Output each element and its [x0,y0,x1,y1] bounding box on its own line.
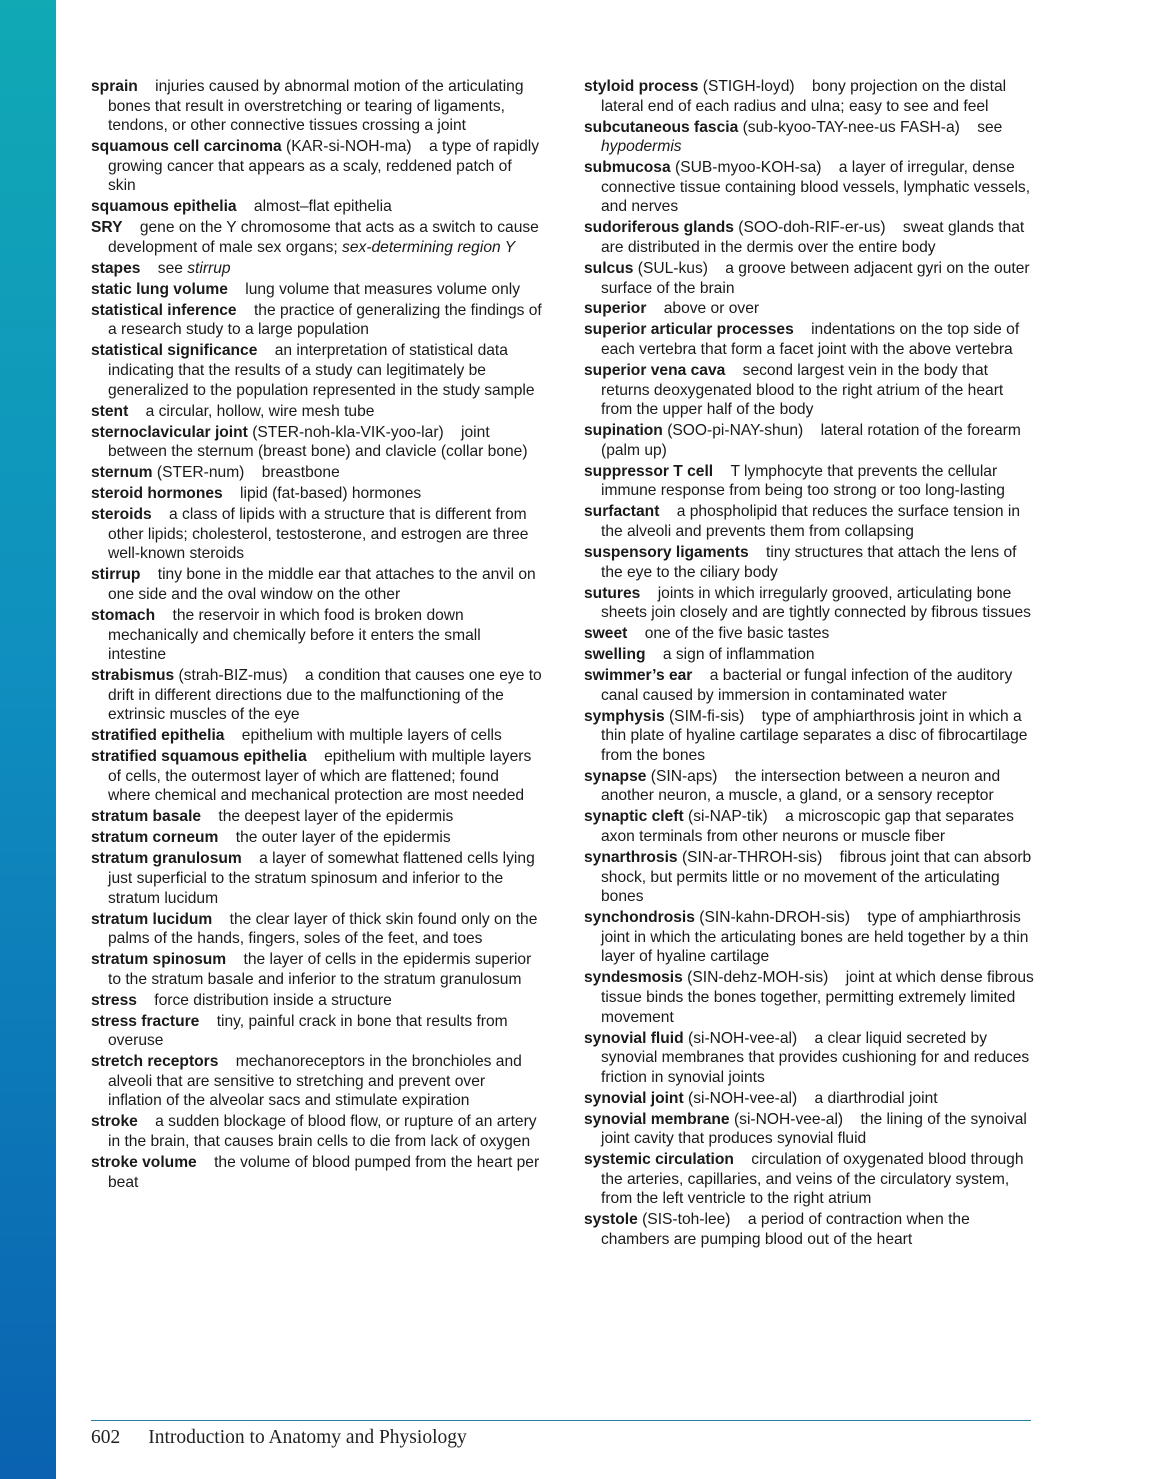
glossary-definition: bony projection on the distal lateral end of each radius and ulna; easy to see and feel [601,78,1007,115]
glossary-entry [584,361,1036,420]
glossary-definition: the outer layer of the epidermis [235,829,451,847]
glossary-term: synchondrosis [584,909,695,927]
glossary-term: stent [91,402,129,420]
glossary-definition: the practice of generalizing the findings of a research study to a large population [108,301,542,339]
glossary-term: systemic circulation [584,1151,734,1169]
glossary-term: stratum granulosum [91,850,242,868]
glossary-term: sternum [91,464,153,482]
glossary-entry [91,197,543,217]
glossary-entry [91,950,543,989]
glossary-entry [91,280,543,300]
glossary-entry [91,606,543,665]
glossary-entry [584,299,1036,319]
glossary-entry [584,118,1036,157]
glossary-definition: a circular, hollow, wire mesh tube [145,402,375,420]
glossary-definition: the lining of the synoival joint cavity that produces synovial fluid [601,1110,1027,1148]
glossary-entry [91,991,543,1011]
glossary-entry [91,505,543,564]
glossary-term: stratified squamous epithelia [91,748,307,766]
glossary-entry [91,218,543,257]
glossary-term: syndesmosis [584,969,683,987]
pronunciation: (STER-num) [156,464,245,482]
glossary-definition: a type of rapidly growing cancer that appears as a scaly, reddened patch of skin [108,138,540,195]
glossary-entry [584,666,1036,705]
glossary-definition: joints in which irregularly grooved, articulating bone sheets join closely and are tightly connected by fibrous tissues [601,584,1031,622]
glossary-term: styloid process [584,78,699,95]
glossary-entry [91,849,543,908]
glossary-definition: mechanoreceptors in the bronchioles and alveoli that are sensitive to stretching and prevent over inflation of the alveolar sacs and stimulate expiration [108,1053,522,1110]
pronunciation: (SIN-aps) [650,767,718,785]
glossary-term: statistical inference [91,301,237,319]
pronunciation: (strah-BIZ-mus) [178,667,288,685]
glossary-definition: the layer of cells in the epidermis superior to the stratum basale and inferior to the stratum granulosum [108,951,532,988]
glossary-definition: lipid (fat-based) hormones [240,485,422,503]
glossary-definition: a layer of somewhat flattened cells lying just superficial to the stratum spinosum and inferior to the stratum lucidum [108,850,535,907]
glossary-definition: a clear liquid secreted by synovial membranes that provides cushioning for and reduces friction in synovial joints [601,1029,1030,1086]
glossary-entry [91,910,543,949]
pronunciation: (STER-noh-kla-VIK-yoo-lar) [252,423,444,441]
glossary-entry [91,1012,543,1051]
pronunciation: (si-NOH-vee-al) [733,1110,844,1128]
glossary-definition: tiny, painful crack in bone that results from overuse [108,1012,508,1050]
glossary-definition: tiny bone in the middle ear that attaches to the anvil on one side and the oval window on the other [108,566,536,603]
glossary-entry [584,1089,1036,1109]
glossary-term: strabismus [91,667,175,685]
glossary-term: stratum corneum [91,829,219,847]
glossary-definition: a sign of inflammation [662,646,815,664]
glossary-definition: sweat glands that are distributed in the dermis over the entire body [601,219,1025,256]
glossary-term: squamous cell carcinoma [91,138,282,156]
glossary-entry [584,807,1036,846]
glossary-term: stratum lucidum [91,910,213,928]
glossary-entry [91,747,543,806]
glossary-entry [91,423,543,462]
glossary-term: synovial fluid [584,1029,684,1047]
glossary-term: steroid hormones [91,485,223,503]
glossary-definition: fibrous joint that can absorb shock, but permits little or no movement of the articulating bones [601,848,1032,906]
glossary-definition: force distribution inside a structure [154,991,392,1009]
glossary-entry [584,767,1036,806]
glossary-definition: a class of lipids with a structure that is different from other lipids; cholesterol, testosterone, and estrogen are three well-known steroids [108,506,529,563]
glossary-definition: a layer of irregular, dense connective tissue containing blood vessels, lymphatic vessels, and nerves [601,159,1031,216]
glossary-entry [584,421,1036,460]
glossary-term: stretch receptors [91,1053,219,1071]
pronunciation: (STIGH-loyd) [702,78,795,95]
glossary-term: SRY [91,219,123,237]
glossary-entry [584,624,1036,644]
glossary-column-right [584,77,1036,1251]
glossary-term: suppressor T cell [584,462,714,480]
glossary-term: synovial joint [584,1089,684,1107]
page-number: 602 [91,1427,121,1448]
glossary-entry [584,218,1036,257]
glossary-definition: an interpretation of statistical data indicating that the results of a study can legitimately be generalized to the population represented in the study sample [108,342,535,399]
glossary-definition: one of the five basic tastes [644,625,830,643]
pronunciation: (sub-kyoo-TAY-nee-us FASH-a) [742,118,960,136]
glossary-entry [584,1029,1036,1088]
pronunciation: (SIS-toh-lee) [642,1211,731,1229]
glossary-definition: a groove between adjacent gyri on the outer surface of the brain [601,259,1030,297]
glossary-term: synovial membrane [584,1110,730,1128]
glossary-term: superior [584,300,647,318]
glossary-column-left [91,77,543,1194]
glossary-term: swimmer’s ear [584,667,693,685]
pronunciation: (KAR-si-NOH-ma) [286,138,412,156]
glossary-entry [91,1112,543,1151]
glossary-term: stapes [91,259,141,277]
pronunciation: (SIN-ar-THROH-sis) [681,848,823,866]
pronunciation: (SIN-kahn-DROH-sis) [699,909,851,927]
page-footer [91,1427,467,1449]
glossary-definition: a condition that causes one eye to drift in different directions due to the malfunctioning of the extrinsic muscles of the eye [108,667,542,724]
glossary-entry [584,502,1036,541]
glossary-entry [91,666,543,725]
glossary-definition: almost–flat epithelia [253,198,392,216]
glossary-definition: joint between the sternum (breast bone) and clavicle (collar bone) [108,423,528,461]
glossary-term: stress fracture [91,1012,200,1030]
pronunciation: (si-NAP-tik) [688,808,768,826]
glossary-entry [584,1210,1036,1249]
glossary-entry [584,584,1036,623]
glossary-term: synapse [584,767,647,785]
glossary-entry [91,565,543,604]
glossary-definition: indentations on the top side of each vertebra that form a facet joint with the above vertebra [601,321,1020,359]
glossary-term: stirrup [91,566,141,584]
glossary-term: statistical significance [91,342,258,360]
glossary-definition: second largest vein in the body that returns deoxygenated blood to the right atrium of the heart from the upper half of the body [601,362,1004,419]
glossary-entry [91,828,543,848]
glossary-term: stratum basale [91,808,202,826]
glossary-term: sutures [584,584,641,602]
glossary-term: stroke volume [91,1154,197,1172]
glossary-entry [584,645,1036,665]
glossary-definition: injuries caused by abnormal motion of the articulating bones that result in overstretching or tearing of ligaments, tendons, or other connective tissues crossing a joint [108,78,524,135]
glossary-definition: the volume of blood pumped from the heart per beat [108,1154,540,1191]
glossary-definition: a microscopic gap that separates axon terminals from other neurons or muscle fiber [601,808,1014,845]
glossary-definition: a sudden blockage of blood flow, or rupture of an artery in the brain, that causes brain cells to die from lack of oxygen [108,1113,537,1151]
glossary-entry [584,848,1036,907]
glossary-term: stratum spinosum [91,951,227,969]
glossary-definition: epithelium with multiple layers of cells [241,727,502,745]
glossary-definition: circulation of oxygenated blood through the arteries, capillaries, and veins of the circulatory system, from the left ventricle to the right atrium [601,1151,1024,1208]
glossary-term: sprain [91,78,138,95]
glossary-entry [91,301,543,340]
glossary-entry [91,726,543,746]
glossary-definition: type of amphiarthrosis joint in which the articulating bones are held together by a thin layer of hyaline cartilage [601,909,1029,966]
glossary-definition: see hypodermis [601,118,1003,156]
glossary-definition: the intersection between a neuron and another neuron, a muscle, a gland, or a sensory receptor [601,767,1001,805]
glossary-entry [91,259,543,279]
glossary-entry [91,1052,543,1111]
glossary-definition: tiny structures that attach the lens of the eye to the ciliary body [601,543,1017,581]
glossary-term: stress [91,991,137,1009]
pronunciation: (SOO-pi-NAY-shun) [667,422,804,440]
pronunciation: (SOO-doh-RIF-er-us) [738,219,886,237]
glossary-term: subcutaneous fascia [584,118,739,136]
pronunciation: (SIM-fi-sis) [668,707,745,725]
glossary-definition: the reservoir in which food is broken down mechanically and chemically before it enters the small intestine [108,606,481,664]
glossary-term: superior vena cava [584,362,726,380]
glossary-entry [584,908,1036,967]
glossary-definition: the deepest layer of the epidermis [218,808,454,826]
glossary-definition: epithelium with multiple layers of cells, the outermost layer of which are flattened; found where chemical and mechanical protection are most needed [108,748,532,805]
glossary-definition: a diarthrodial joint [814,1089,938,1107]
glossary-definition: a period of contraction when the chambers are pumping blood out of the heart [601,1211,970,1248]
glossary-definition: type of amphiarthrosis joint in which a thin plate of hyaline cartilage separates a disc of fibrocartilage from the bones [601,707,1028,764]
glossary-entry [91,402,543,422]
glossary-term: stratified epithelia [91,727,225,745]
glossary-entry [584,462,1036,501]
glossary-term: steroids [91,506,152,524]
glossary-term: sternoclavicular joint [91,423,248,441]
pronunciation: (si-NOH-vee-al) [688,1089,798,1107]
glossary-term: synarthrosis [584,848,678,866]
glossary-definition: gene on the Y chromosome that acts as a switch to cause development of male sex organs; sex-determining region Y [108,219,539,256]
glossary-term: static lung volume [91,280,228,298]
glossary-entry [584,259,1036,298]
glossary-term: stroke [91,1113,138,1131]
glossary-definition: T lymphocyte that prevents the cellular immune response from being too strong or too long-lasting [601,462,1005,500]
glossary-entry [584,543,1036,582]
glossary-term: superior articular processes [584,321,794,339]
glossary-term: stomach [91,606,156,624]
glossary-entry [584,1110,1036,1149]
glossary-definition: lateral rotation of the forearm (palm up) [601,422,1021,459]
glossary-entry [91,1153,543,1192]
pronunciation: (si-NOH-vee-al) [688,1029,798,1047]
pronunciation: (SIN-dehz-MOH-sis) [687,969,829,987]
glossary-definition: see stirrup [157,259,231,277]
glossary-entry [584,707,1036,766]
glossary-definition: lung volume that measures volume only [245,280,521,298]
glossary-entry [584,320,1036,359]
glossary-term: squamous epithelia [91,198,237,216]
glossary-definition: above or over [663,300,760,318]
glossary-definition: a bacterial or fungal infection of the auditory canal caused by immersion in contaminated water [601,667,1013,704]
glossary-entry [584,158,1036,217]
glossary-entry [584,77,1036,116]
glossary-definition: joint at which dense fibrous tissue binds the bones together, permitting extremely limited movement [601,969,1034,1026]
glossary-term: synaptic cleft [584,808,684,826]
glossary-entry [91,463,543,483]
glossary-entry [91,807,543,827]
glossary-term: systole [584,1211,638,1229]
glossary-term: sweet [584,625,628,643]
glossary-term: suspensory ligaments [584,543,749,561]
glossary-definition: breastbone [261,464,340,482]
pronunciation: (SUL-kus) [637,259,708,277]
glossary-definition: a phospholipid that reduces the surface tension in the alveoli and prevents them from collapsing [601,503,1021,540]
glossary-entry [91,341,543,400]
decorative-side-bar [0,0,56,1479]
glossary-entry [91,484,543,504]
pronunciation: (SUB-myoo-KOH-sa) [675,159,822,177]
glossary-term: sudoriferous glands [584,219,734,237]
glossary-term: supination [584,422,663,440]
glossary-entry [91,137,543,196]
glossary-term: swelling [584,646,646,664]
footer-divider [91,1420,1031,1421]
glossary-definition: the clear layer of thick skin found only on the palms of the hands, fingers, soles of the feet, and toes [108,910,538,948]
glossary-entry [91,77,543,136]
glossary-term: surfactant [584,503,660,521]
glossary-term: symphysis [584,707,665,725]
glossary-term: submucosa [584,159,671,177]
book-title: Introduction to Anatomy and Physiology [148,1427,467,1448]
glossary-entry [584,968,1036,1027]
glossary-term: sulcus [584,259,634,277]
glossary-entry [584,1150,1036,1209]
